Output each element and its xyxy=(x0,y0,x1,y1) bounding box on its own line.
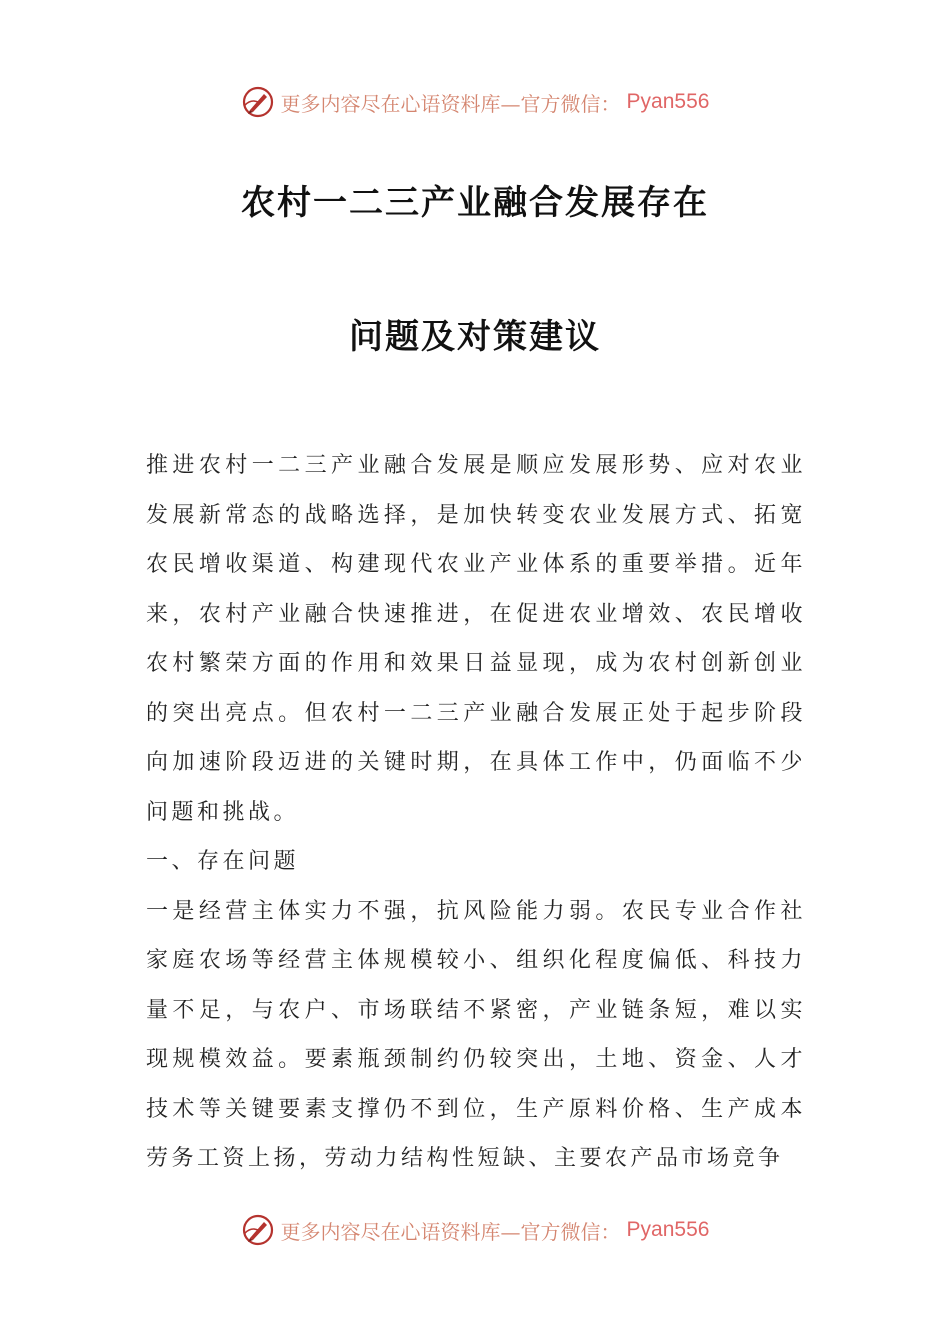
document-title-line2: 问题及对策建议 xyxy=(349,317,601,357)
watermark-text: 更多内容尽在心语资料库—官方微信： xyxy=(280,91,621,116)
document-title-line1: 农村一二三产业融合发展存在 xyxy=(241,183,709,223)
watermark-footer xyxy=(0,1210,950,1250)
watermark-header xyxy=(0,82,950,122)
section-heading: 一、存在问题 xyxy=(146,849,300,874)
intro-paragraph: 推进农村一二三产业融合发展是顺应发展形势、应对农业发展新常态的战略选择，是加快转变农业发展方式、拓宽农民增收渠道、构建现代农业产业体系的重要举措。近年来，农村产业融合快速推进，在促进农业增效、农民增收农村繁荣方面的作用和效果日益显现，成为农村创新创业的突出亮点。但农村一二三产业融合发展正处于起步阶段向加速阶段迈进的关键时期，在具体工作中，仍面临不少问题和挑战。 xyxy=(146,453,806,825)
document-body xyxy=(146,441,806,1184)
watermark-handle: Pyan556 xyxy=(626,90,710,113)
watermark-handle: Pyan556 xyxy=(626,1218,710,1241)
watermark-text: 更多内容尽在心语资料库—官方微信： xyxy=(280,1219,621,1244)
pen-logo-icon xyxy=(241,1213,275,1247)
body-paragraph: 一是经营主体实力不强，抗风险能力弱。农民专业合作社家庭农场等经营主体规模较小、组织化程度偏低、科技力量不足，与农户、市场联结不紧密，产业链条短，难以实现规模效益。要素瓶颈制约仍较突出，土地、资金、人才技术等关键要素支撑仍不到位，生产原料价格、生产成本劳务工资上扬，劳动力结构性短缺、主要农产品市场竞争 xyxy=(146,898,806,1171)
pen-logo-icon xyxy=(241,85,275,119)
